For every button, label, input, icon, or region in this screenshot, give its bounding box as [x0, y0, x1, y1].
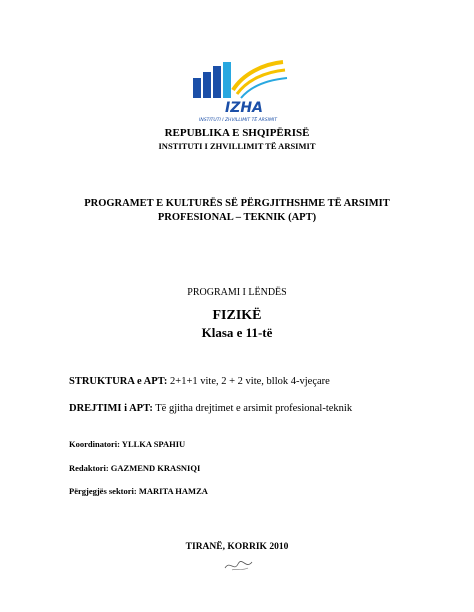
- editor-line: Redaktori: GAZMEND KRASNIQI: [69, 463, 201, 473]
- program-title-line2: PROFESIONAL – TEKNIK (APT): [157, 212, 317, 223]
- logo-acronym: IZHA: [225, 100, 263, 116]
- institute-heading: INSTITUTI I ZHVILLIMIT TË ARSIMIT: [158, 141, 316, 151]
- signature-icon: [222, 556, 256, 574]
- subject-name: FIZIKË: [212, 308, 262, 323]
- coordinator-line: Koordinatori: YLLKA SPAHIU: [69, 439, 186, 449]
- subject-program-label: PROGRAMI I LËNDËS: [187, 287, 287, 298]
- izha-logo: [183, 54, 293, 124]
- sector-line: Përgjegjës sektori: MARITA HAMZA: [69, 486, 208, 496]
- subject-class: Klasa e 11-të: [201, 325, 273, 340]
- direction-label: DREJTIMI i APT:: [69, 403, 153, 414]
- structure-label: STRUKTURA e APT:: [69, 376, 168, 387]
- structure-value: 2+1+1 vite, 2 + 2 vite, bllok 4-vjeçare: [170, 376, 330, 387]
- direction-value: Të gjitha drejtimet e arsimit profesional-teknik: [155, 403, 353, 414]
- republic-heading: REPUBLIKA E SHQIPËRISË: [164, 127, 310, 139]
- logo-tagline: INSTITUTI I ZHVILLIMIT TË ARSIMIT: [199, 118, 277, 123]
- program-title-line1: PROGRAMET E KULTURËS SË PËRGJITHSHME TË ARSIMIT: [84, 198, 390, 209]
- structure-line: [69, 376, 330, 387]
- izha-logo-graphic: [183, 54, 293, 124]
- direction-line: [69, 403, 352, 414]
- place-date: TIRANË, KORRIK 2010: [185, 542, 289, 552]
